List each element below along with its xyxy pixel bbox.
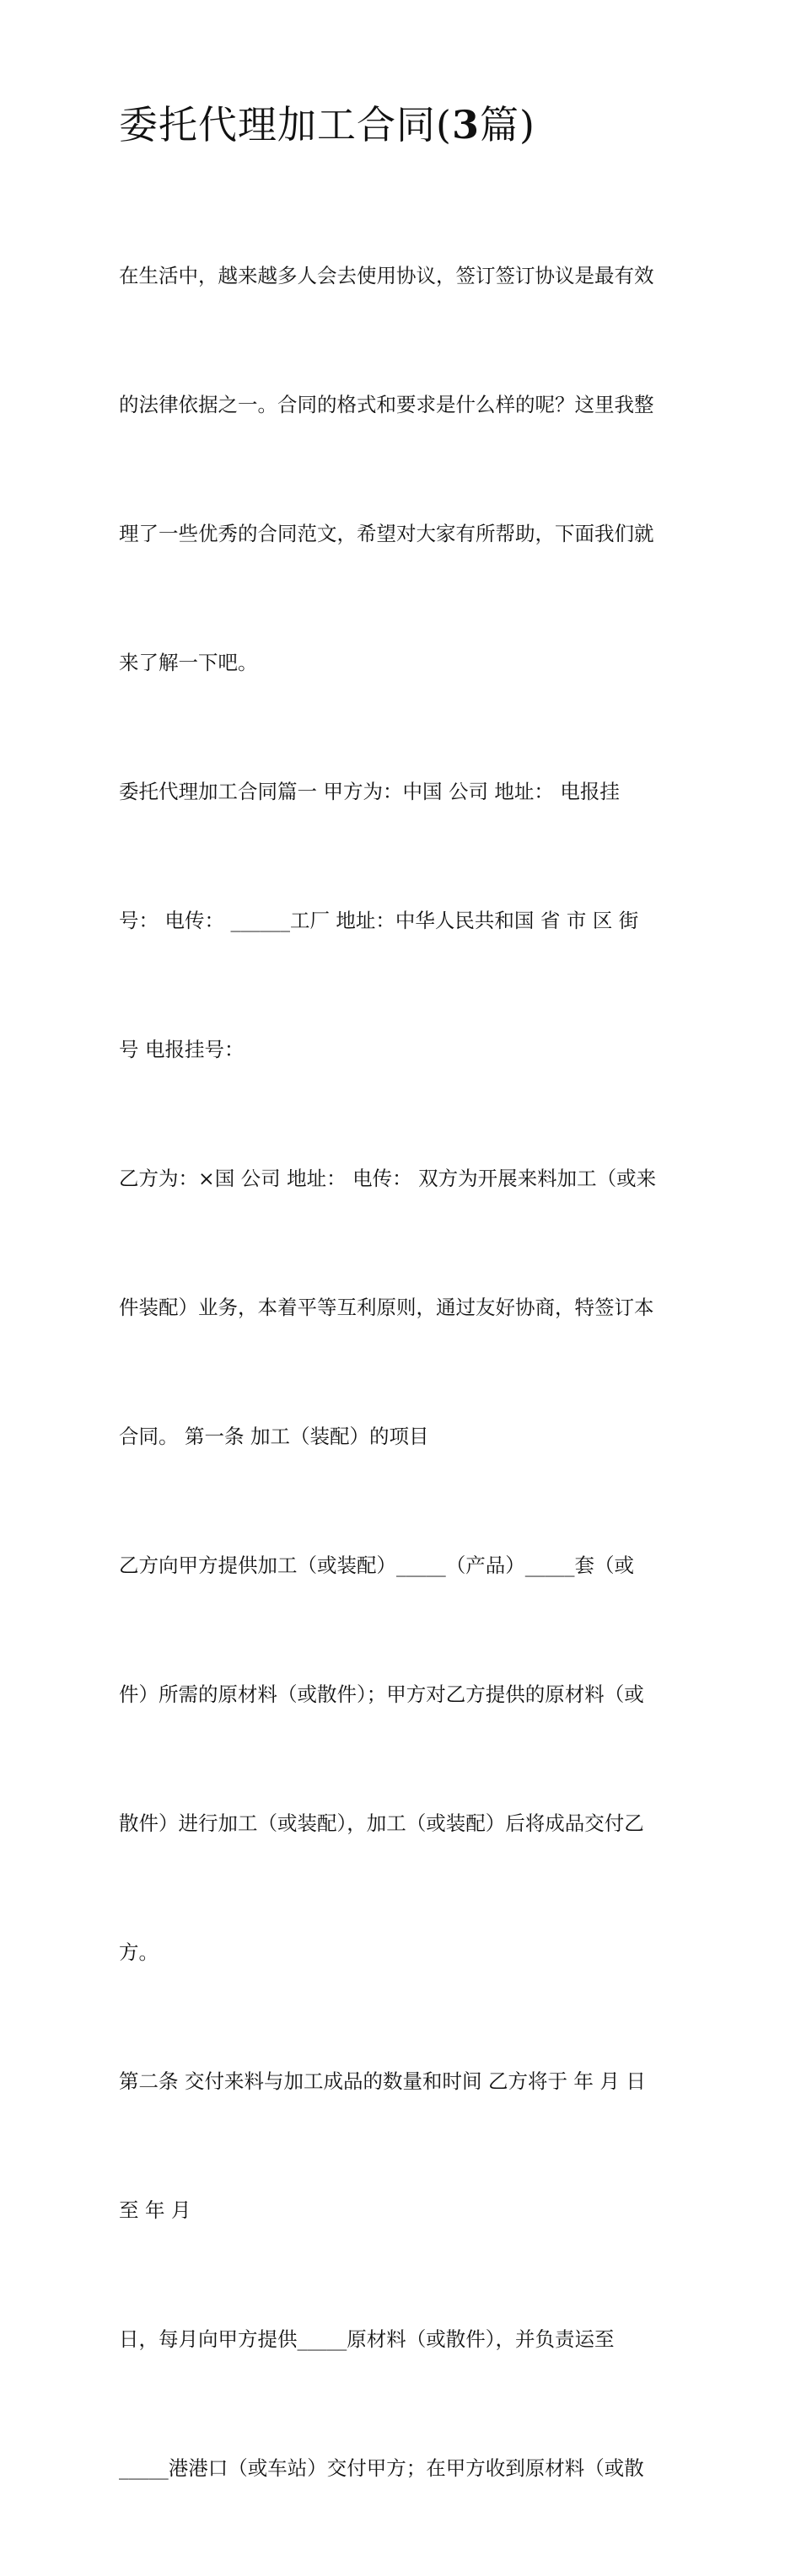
text-line: 乙方为：×国 公司 地址： 电传： 双方为开展来料加工（或来: [119, 1167, 657, 1190]
title-number: 3: [451, 102, 480, 148]
text-line: _____港港口（或车站）交付甲方；在甲方收到原材料（或散: [119, 2456, 644, 2480]
text-line: 来了解一下吧。: [119, 651, 258, 674]
text-line: 方。: [119, 1940, 159, 1964]
text-line: 号 电报挂号：: [119, 1038, 245, 1061]
text-line: 号： 电传： ______工厂 地址：中华人民共和国 省 市 区 街: [119, 909, 639, 932]
text-line: 合同。 第一条 加工（装配）的项目: [119, 1425, 429, 1448]
document-body: [119, 99, 692, 2576]
text-line: 乙方向甲方提供加工（或装配）_____（产品）_____套（或: [119, 1554, 634, 1577]
text-line: 委托代理加工合同篇一 甲方为：中国 公司 地址： 电报挂: [119, 780, 620, 803]
text-line: 理了一些优秀的合同范文，希望对大家有所帮助，下面我们就: [119, 522, 654, 545]
text-line: 在生活中，越来越多人会去使用协议，签订签订协议是最有效: [119, 264, 654, 287]
text-line: 至 年 月: [119, 2198, 191, 2222]
title-end-text: 篇): [479, 102, 535, 148]
text-line: 的法律依据之一。合同的格式和要求是什么样的呢？这里我整: [119, 393, 654, 416]
text-line: 第二条 交付来料与加工成品的数量和时间 乙方将于 年 月 日: [119, 2069, 646, 2093]
text-line: 日，每月向甲方提供_____原材料（或散件），并负责运至: [119, 2327, 615, 2351]
document-title: [119, 99, 692, 150]
title-main-text: 委托代理加工合同(: [119, 102, 452, 148]
document-text: [119, 169, 692, 2576]
text-line: 件）所需的原材料（或散件）；甲方对乙方提供的原材料（或: [119, 1682, 644, 1706]
text-line: 散件）进行加工（或装配），加工（或装配）后将成品交付乙: [119, 1811, 644, 1835]
text-line: 件装配）业务，本着平等互利原则，通过友好协商，特签订本: [119, 1296, 654, 1319]
